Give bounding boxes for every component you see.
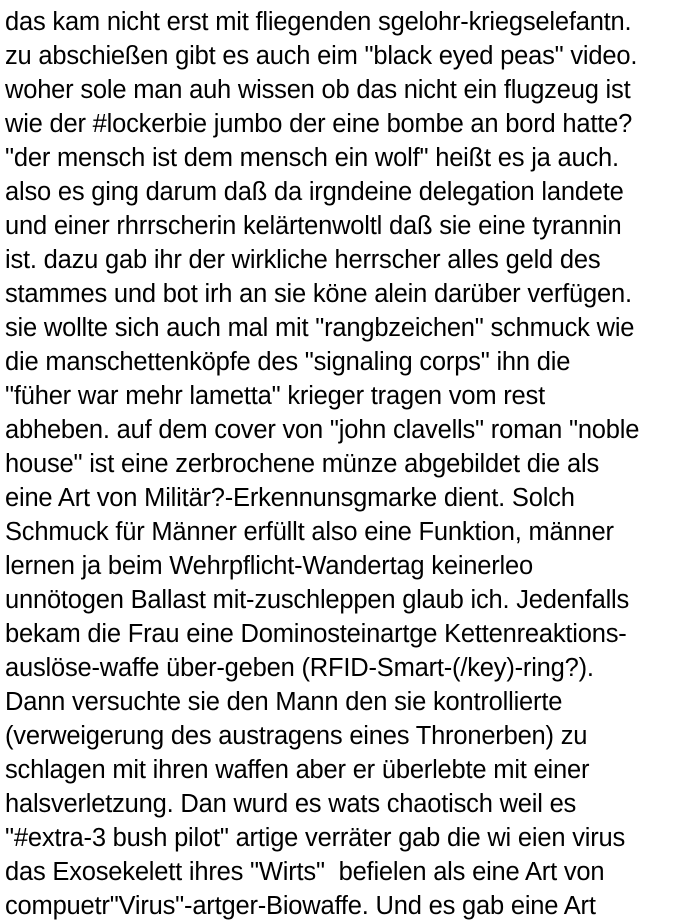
text-line: wie der #lockerbie jumbo der eine bombe an bord hatte? xyxy=(5,110,633,138)
text-line: Schmuck für Männer erfüllt also eine Funktion, männer xyxy=(5,518,614,546)
text-line: also es ging darum daß da irgndeine delegation landete xyxy=(5,178,624,206)
text-line: lernen ja beim Wehrpflicht-Wandertag keinerleo xyxy=(5,552,533,580)
text-line: "der mensch ist dem mensch ein wolf" heißt es ja auch. xyxy=(5,144,619,172)
text-line: compuetr"Virus"-artger-Biowaffe. Und es gab eine Art xyxy=(5,892,596,920)
text-line: das Exosekelett ihres "Wirts" befielen als eine Art von xyxy=(5,858,605,886)
text-line: bekam die Frau eine Dominosteinartge Kettenreaktions- xyxy=(5,620,627,648)
text-line: stammes und bot irh an sie köne alein darüber verfügen. xyxy=(5,280,632,308)
text-line: das kam nicht erst mit fliegenden sgelohr-kriegselefantn. xyxy=(5,8,632,36)
text-line: halsverletzung. Dan wurd es wats chaotisch weil es xyxy=(5,790,577,818)
text-line: die manschettenköpfe des "signaling corps" ihn die xyxy=(5,348,571,376)
text-line: zu abschießen gibt es auch eim "black eyed peas" video. xyxy=(5,42,638,70)
text-line: unnötogen Ballast mit-zuschleppen glaub ich. Jedenfalls xyxy=(5,586,630,614)
text-line: sie wollte sich auch mal mit "rangbzeichen" schmuck wie xyxy=(5,314,635,342)
text-line: ist. dazu gab ihr der wirkliche herrscher alles geld des xyxy=(5,246,601,274)
text-line: "#extra-3 bush pilot" artige verräter gab die wi eien virus xyxy=(5,824,626,852)
text-line: house" ist eine zerbrochene münze abgebildet die als xyxy=(5,450,600,478)
text-line: eine Art von Militär?-Erkennunsgmarke dient. Solch xyxy=(5,484,575,512)
text-line: auslöse-waffe über-geben (RFID-Smart-(/key)-ring?). xyxy=(5,654,594,682)
text-line: Dann versuchte sie den Mann den sie kontrollierte xyxy=(5,688,563,716)
text-line: abheben. auf dem cover von "john clavells" roman "noble xyxy=(5,416,640,444)
text-line: schlagen mit ihren waffen aber er überlebte mit einer xyxy=(5,756,590,784)
text-line: und einer rhrrscherin kelärtenwoltl daß sie eine tyrannin xyxy=(5,212,622,240)
text-line: woher sole man auh wissen ob das nicht ein flugzeug ist xyxy=(5,76,631,104)
text-line: "füher war mehr lametta" krieger tragen vom rest xyxy=(5,382,545,410)
text-line: (verweigerung des austragens eines Thronerben) zu xyxy=(5,722,588,750)
